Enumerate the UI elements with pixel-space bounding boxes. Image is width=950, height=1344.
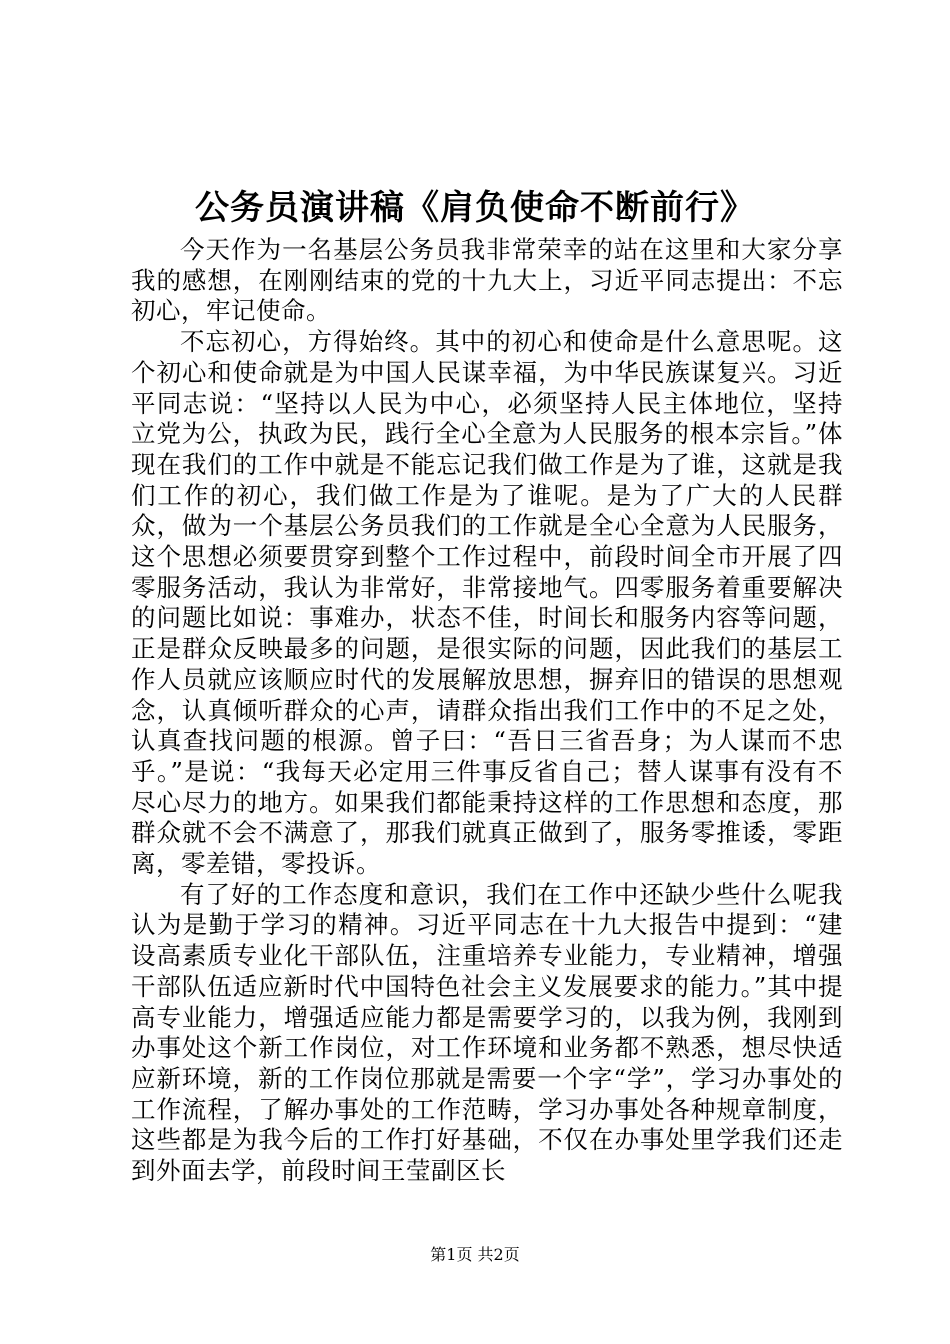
- paragraph-3: 有了好的工作态度和意识，我们在工作中还缺少些什么呢我认为是勤于学习的精神。习近平同志在十九大报告中提到：“建设高素质专业化干部队伍，注重培养专业能力，专业精神，增强干部队伍适应新时代中国特色社会主义发展要求的能力。”其中提高专业能力，增强适应能力都是需要学习的，以我为例，我刚到办事处这个新工作岗位，对工作环境和业务都不熟悉，想尽快适应新环境，新的工作岗位那就是需要一个字“学”，学习办事处的工作流程，了解办事处的工作范畴，学习办事处各种规章制度，这些都是为我今后的工作打好基础，不仅在办事处里学我们还走到外面去学，前段时间王莹副区长: [131, 879, 843, 1186]
- document-body: [131, 235, 843, 1187]
- paragraph-1: 今天作为一名基层公务员我非常荣幸的站在这里和大家分享我的感想，在刚刚结束的党的十九大上，习近平同志提出：不忘初心，牢记使命。: [131, 235, 843, 326]
- page-footer: [0, 1244, 950, 1266]
- paragraph-2: 不忘初心，方得始终。其中的初心和使命是什么意思呢。这个初心和使命就是为中国人民谋幸福，为中华民族谋复兴。习近平同志说：“坚持以人民为中心，必须坚持人民主体地位，坚持立党为公，执政为民，践行全心全意为人民服务的根本宗旨。”体现在我们的工作中就是不能忘记我们做工作是为了谁，这就是我们工作的初心，我们做工作是为了谁呢。是为了广大的人民群众，做为一个基层公务员我们的工作就是全心全意为人民服务，这个思想必须要贯穿到整个工作过程中，前段时间全市开展了四零服务活动，我认为非常好，非常接地气。四零服务着重要解决的问题比如说：事难办，状态不佳，时间长和服务内容等问题，正是群众反映最多的问题，是很实际的问题，因此我们的基层工作人员就应该顺应时代的发展解放思想，摒弃旧的错误的思想观念，认真倾听群众的心声，请群众指出我们工作中的不足之处，认真查找问题的根源。曾子曰：“吾日三省吾身；为人谋而不忠乎。”是说：“我每天必定用三件事反省自己；替人谋事有没有不尽心尽力的地方。如果我们都能秉持这样的工作思想和态度，那群众就不会不满意了，那我们就真正做到了，服务零推诿，零距离，零差错，零投诉。: [131, 327, 843, 879]
- document-title: 公务员演讲稿《肩负使命不断前行》: [195, 188, 755, 228]
- page-indicator: 第1页 共2页: [430, 1245, 520, 1264]
